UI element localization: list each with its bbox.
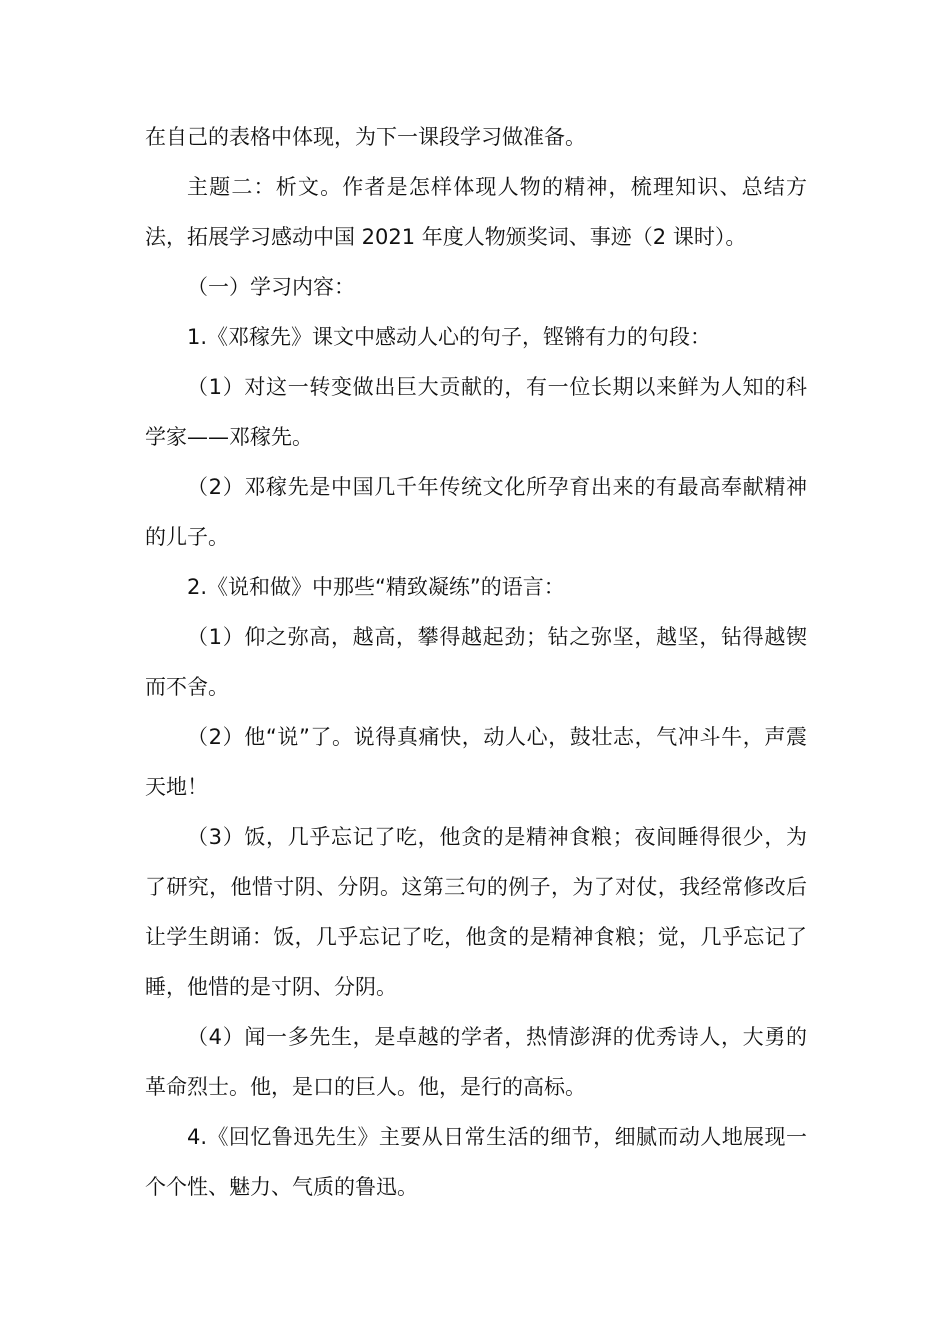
paragraph-section-heading: （一）学习内容：: [187, 275, 355, 299]
paragraph-item-1-quote-1: （1）对这一转变做出巨大贡献的，有一位长期以来鲜为人知的科学家——邓稼先。: [145, 375, 807, 449]
paragraph-item-2-quote-4: （4）闻一多先生，是卓越的学者，热情澎湃的优秀诗人，大勇的革命烈士。他，是口的巨人。他，是行的高标。: [145, 1025, 807, 1099]
paragraph-item-2-quote-2: （2）他“说”了。说得真痛快，动人心，鼓壮志，气冲斗牛，声震天地！: [145, 725, 807, 799]
paragraph-item-2-quote-1: （1）仰之弥高，越高，攀得越起劲；钻之弥坚，越坚，钻得越锲而不舍。: [145, 625, 807, 699]
paragraph-item-1-quote-2: （2）邓稼先是中国几千年传统文化所孕育出来的有最高奉献精神的儿子。: [145, 475, 807, 549]
paragraph-continuation: 在自己的表格中体现，为下一课段学习做准备。: [145, 125, 586, 149]
paragraph-theme-two: 主题二：析文。作者是怎样体现人物的精神，梳理知识、总结方法，拓展学习感动中国 2021 年度人物颁奖词、事迹（2 课时）。: [145, 175, 807, 249]
paragraph-item-1: 1.《邓稼先》课文中感动人心的句子，铿锵有力的句段：: [187, 325, 712, 349]
paragraph-item-4: 4.《回忆鲁迅先生》主要从日常生活的细节，细腻而动人地展现一个个性、魅力、气质的鲁迅。: [145, 1125, 807, 1199]
paragraph-item-2: 2.《说和做》中那些“精致凝练”的语言：: [187, 575, 565, 599]
document-page: [145, 112, 807, 1212]
paragraph-item-2-quote-3: （3）饭，几乎忘记了吃，他贪的是精神食粮；夜间睡得很少，为了研究，他惜寸阴、分阴。这第三句的例子，为了对仗，我经常修改后让学生朗诵：饭，几乎忘记了吃，他贪的是精神食粮；觉，几乎忘记了睡，他惜的是寸阴、分阴。: [145, 825, 807, 999]
